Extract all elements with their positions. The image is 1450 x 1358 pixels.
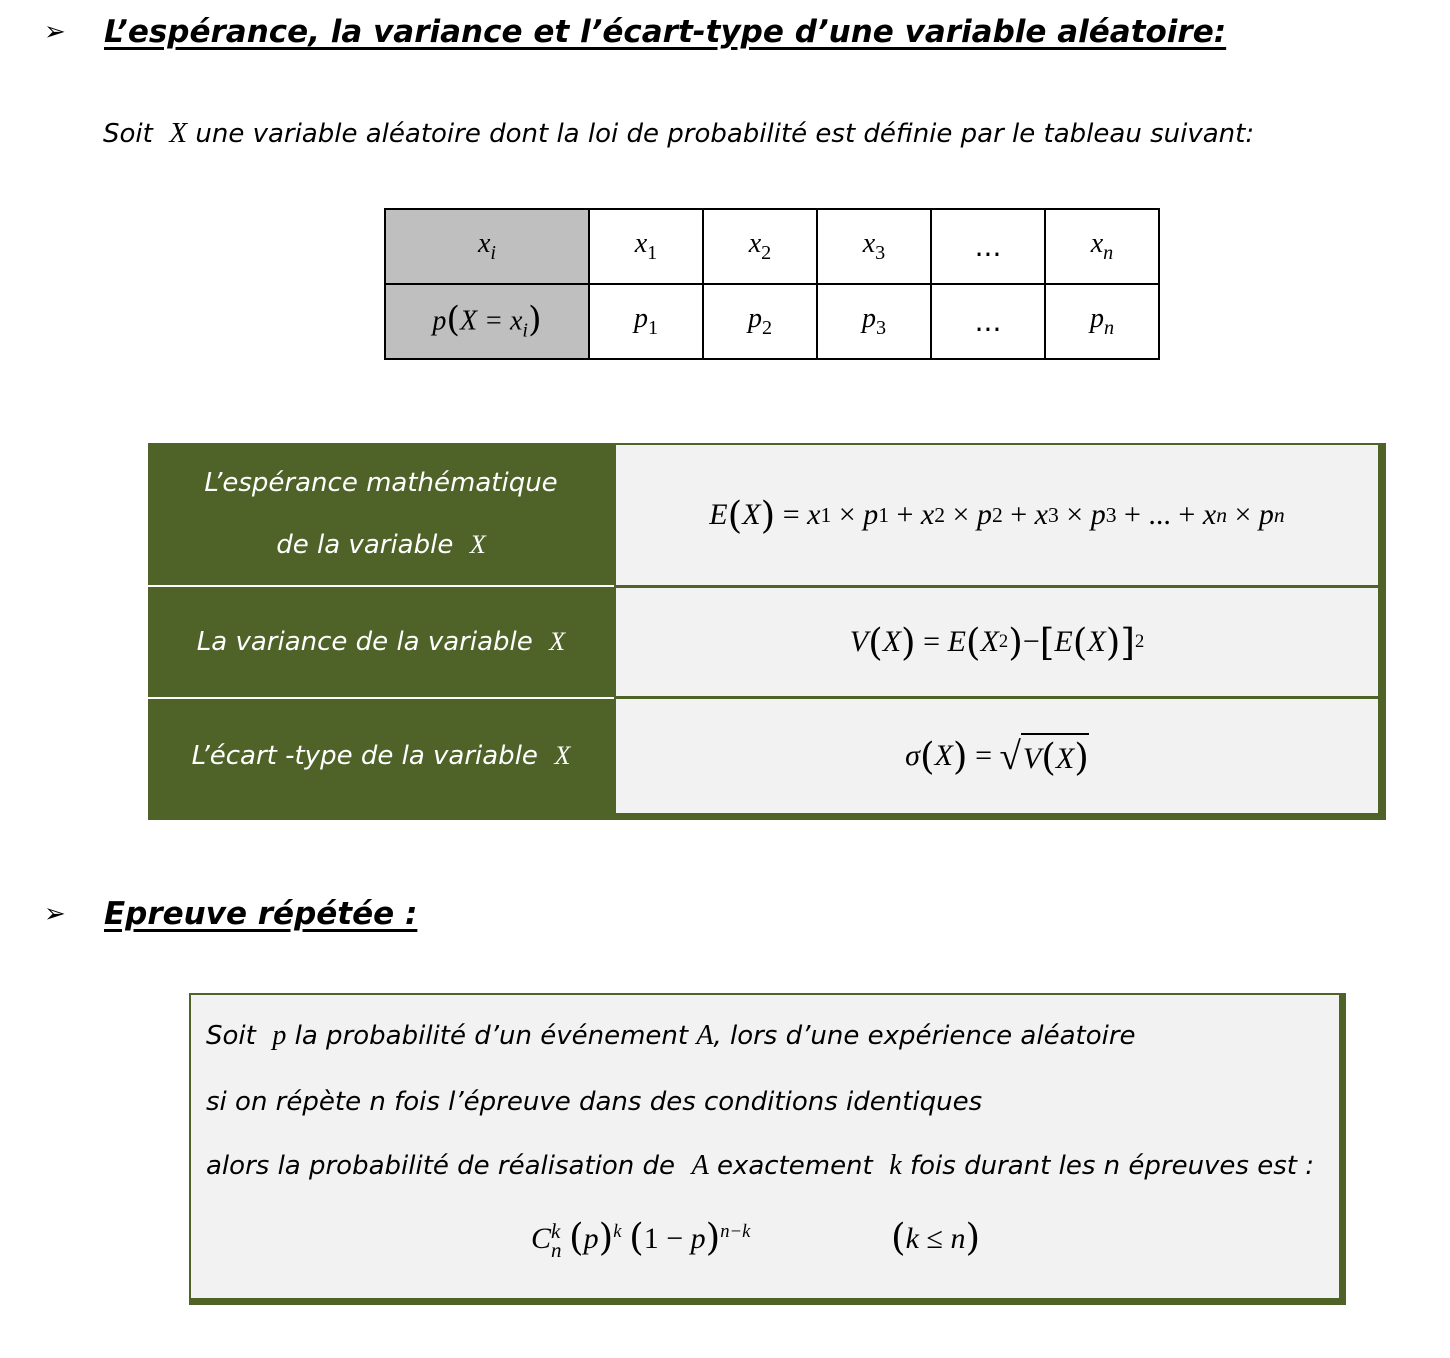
expectation-row [148,443,614,585]
table-cell: $x_2$ [703,209,817,284]
expectation-label: L’espérance mathématique de la variable X [204,468,558,560]
table-cell: $p_2$ [703,284,817,359]
arrow-bullet-icon: ➢ [44,17,66,47]
intro-prefix: Soit [103,119,153,149]
stddev-row [148,699,614,813]
intro-text [103,117,1254,150]
variance-row [148,587,614,697]
stddev-label: L’écart -type de la variable X [191,741,571,771]
table-cell: $x_1$ [589,209,703,284]
probability-law-table [384,208,1160,360]
variance-label: La variance de la variable X [196,627,566,657]
table-cell: ... [931,209,1045,284]
table-header-xi: $x_i$ [385,209,589,284]
table-row [385,209,1159,284]
section-title: Epreuve répétée : [104,896,418,932]
condition-formula: (k ≤ n) [891,1215,981,1259]
table-cell: $p_3$ [817,284,931,359]
binomial-formula: C k n $(p)^k$ $(1 - p)^{n-k}$ [531,1215,751,1263]
table-cell: $x_3$ [817,209,931,284]
section-heading-repeated-trial [44,896,417,932]
table-row [385,284,1159,359]
repeated-trial-box [189,993,1346,1305]
trial-line-3: alors la probabilité de réalisation de A exactement k fois durant les n épreuves est : [206,1150,1314,1181]
trial-line-1: Soit p la probabilité d’un événement A, lors d’une expérience aléatoire [206,1020,1136,1051]
section-heading-expectation [44,14,1226,50]
intro-body: une variable aléatoire dont la loi de probabilité est définie par le tableau suivant: [195,119,1255,149]
intro-variable: X [169,117,188,149]
formulas-table [148,443,1386,820]
trial-line-2: si on répète n fois l’épreuve dans des conditions identiques [206,1087,983,1117]
expectation-formula: E ( X ) = x 1 × p 1 + x 2 × p 2 + x 3 × p 3 + ... + x n × p n [616,445,1378,585]
table-cell: ... [931,284,1045,359]
section-title: L’espérance, la variance et l’écart-type d’une variable aléatoire: [104,14,1227,50]
table-cell: $x_n$ [1045,209,1159,284]
variance-formula: V ( X ) = E ( X 2 ) − [ E ( X ) ] 2 [616,588,1378,696]
stddev-formula: σ ( X ) = √ V(X) [616,699,1378,813]
table-cell: $p_n$ [1045,284,1159,359]
table-cell: $p_1$ [589,284,703,359]
table-header-probability: $p(X = x_i)$ [385,284,589,359]
arrow-bullet-icon: ➢ [44,899,66,929]
